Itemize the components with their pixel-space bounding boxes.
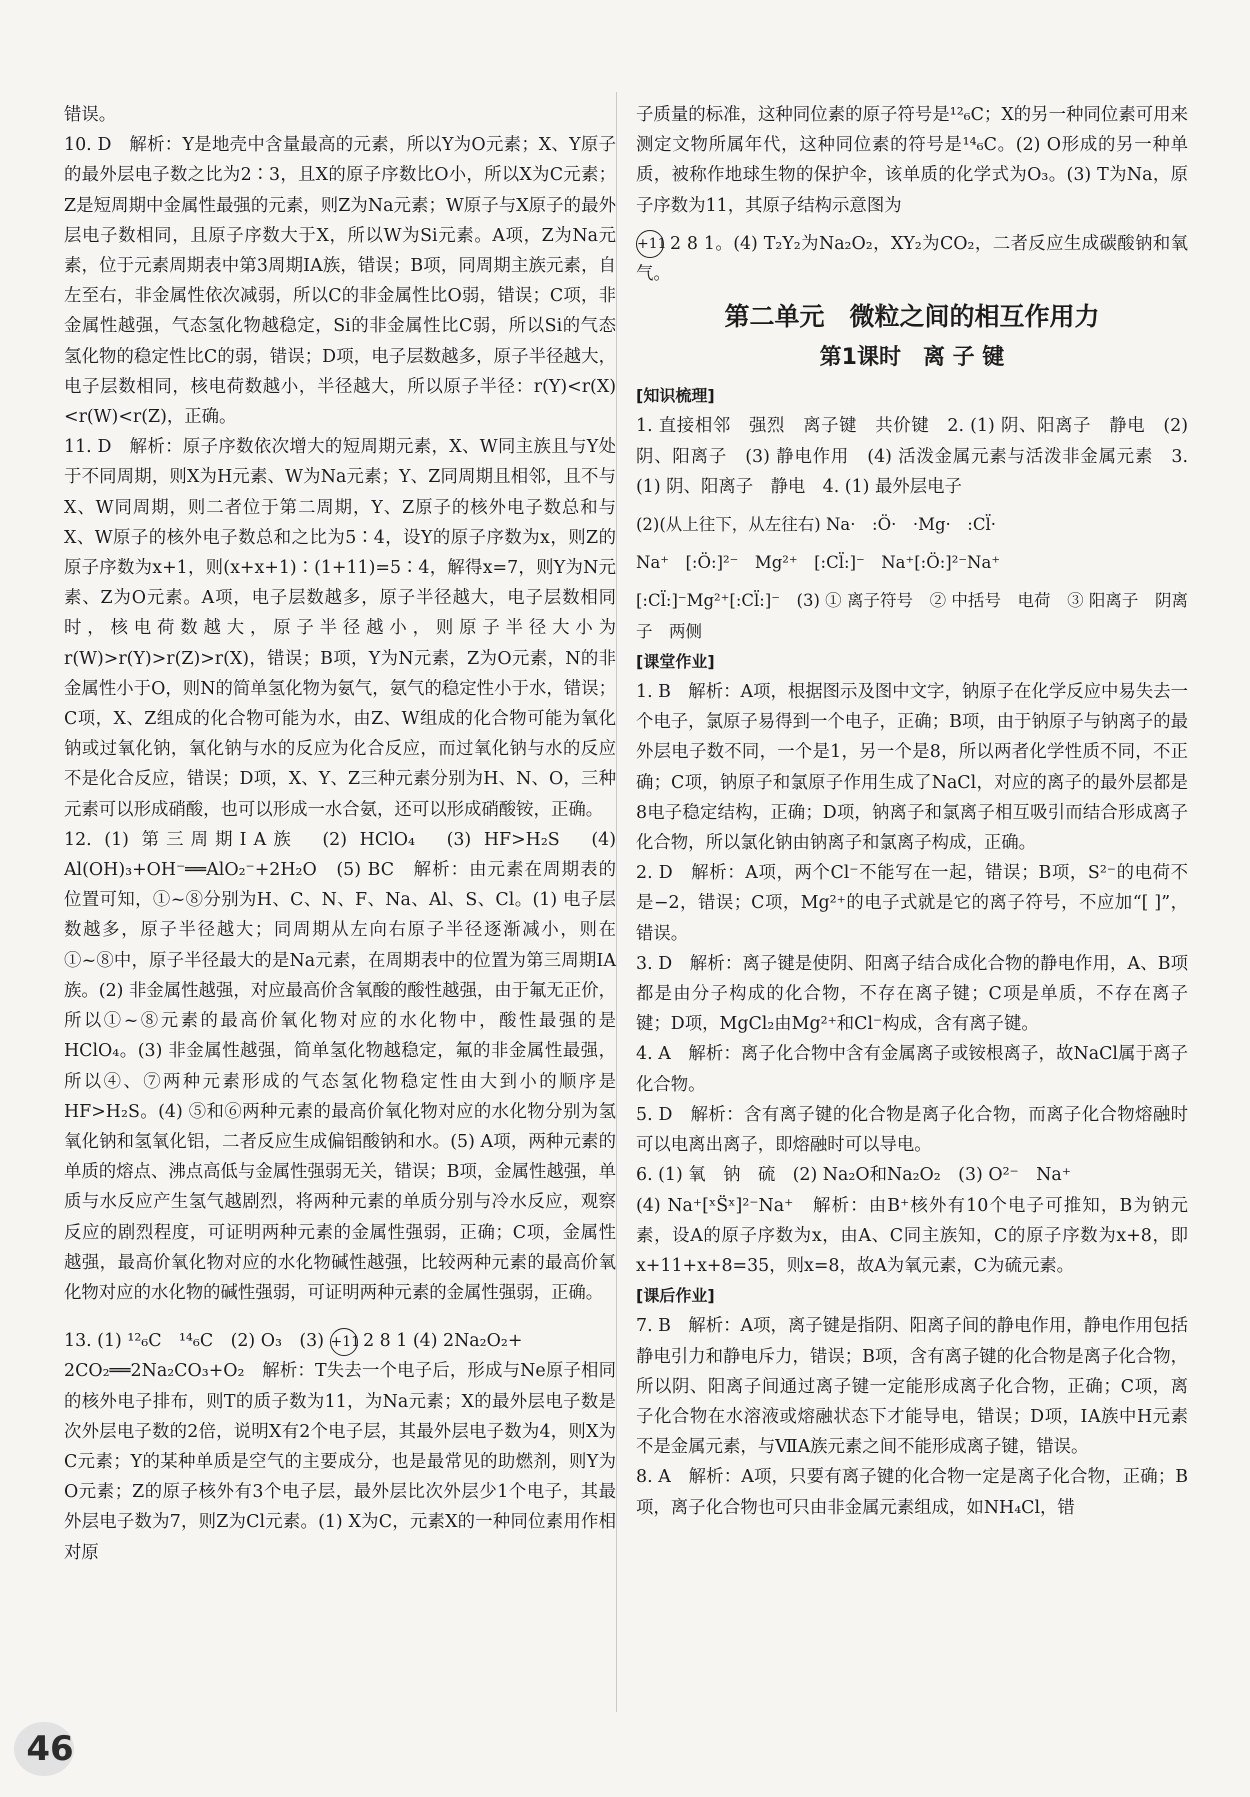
answer-13-diagram-line bbox=[636, 229, 1188, 289]
answer-13-end: 。(4) T₂Y₂为Na₂O₂，XY₂为CO₂，二者反应生成碳酸钠和氧气。 bbox=[636, 233, 1189, 285]
electron-dot-compound: [:Cl̈:]⁻Mg²⁺[:Cl̈:]⁻ (3) ① 离子符号 ② 中括号 电荷 ③ 阳离子 阴离子 两侧 bbox=[636, 591, 1188, 641]
section-homework: [课后作业] bbox=[636, 1286, 715, 1306]
homework-item: 8. A 解析：A项，只要有离子键的化合物一定是离子化合物，正确；B项，离子化合物也可只由非金属元素组成，如NH₄Cl，错 bbox=[636, 1467, 1188, 1518]
answer-11: 11. D 解析：原子序数依次增大的短周期元素，X、W同主族且与Y处于不同周期，则X为H元素、W为Na元素；Y、Z同周期且相邻，且不与X、W同周期，则二者位于第二周期，Y、Z原子的核外电子数总和与X、W原子的核外电子数总和之比为5∶4，设Y的原子序数为x，则Z的原子序数为x+1，则(x+x+1)∶(1+11)=5∶4，解得x=7，则Y为N元素、Z为O元素。A项，电子层数越多，原子半径越大，电子层数相同时，核电荷数越大，原子半径越小，则原子半径大小为r(W)>r(Y)>r(Z)>r(X)，错误；B项，Y为N元素，Z为O元素，N的非金属性小于O，则N的简单氢化物为氨气，氨气的稳定性小于水，错误；C项，X、Z组成的化合物可能为水，由Z、W组成的化合物可能为氧化钠或过氧化钠，氧化钠与水的反应为化合反应，而过氧化钠与水的反应不是化合反应，错误；D项，X、Y、Z三种元素分别为H、N、O，三种元素可以形成硝酸，也可以形成一水合氨，还可以形成硝酸铵，正确。 bbox=[64, 437, 616, 820]
electron-dot-ions: Na⁺ [:Ö:]²⁻ Mg²⁺ [:Cl̈:]⁻ Na⁺[:Ö:]²⁻Na⁺ bbox=[636, 553, 1001, 573]
answer-13 bbox=[64, 1326, 616, 1356]
answer-13-continued: 子质量的标准，这种同位素的原子符号是¹²₆C；X的另一种同位素可用来测定文物所属年代，这种同位素的符号是¹⁴₆C。(2) O形成的另一种单质，被称作地球生物的保护伞，该单质的化学式为O₃。(3) T为Na，原子序数为11，其原子结构示意图为 bbox=[636, 105, 1188, 216]
atom-structure-icon: +11 bbox=[636, 230, 664, 258]
answer-paragraph: 错误。 bbox=[64, 105, 117, 125]
page-number bbox=[14, 1718, 86, 1780]
knowledge-item: 1. 直接相邻 强烈 离子键 共价键 2. (1) 阴、阳离子 静电 (2) 阴、阳离子 (3) 静电作用 (4) 活泼金属元素与活泼非金属元素 3. (1) 阴、阳离子 静电 4. (1) 最外层电子 bbox=[636, 416, 1188, 497]
column-divider bbox=[616, 92, 617, 1712]
lesson-title: 第1课时 离 子 键 bbox=[819, 345, 1005, 371]
answer-13-part1: 13. (1) ¹²₆C ¹⁴₆C (2) O₃ (3) bbox=[64, 1331, 324, 1352]
atom-structure-icon: +11 bbox=[330, 1328, 358, 1356]
electron-shells: 2 8 1 bbox=[363, 1331, 408, 1352]
class-item: 3. D 解析：离子键是使阴、阳离子结合成化合物的静电作用，A、B项都是由分子构成的化合物，不存在离子键；C项是单质，不存在离子键；D项，MgCl₂由Mg²⁺和Cl⁻构成，含有离子键。 bbox=[636, 953, 1188, 1035]
answer-10: 10. D 解析：Y是地壳中含量最高的元素，所以Y为O元素；X、Y原子的最外层电子数之比为2∶3，且X的原子序数比O小，所以X为C元素；Z是短周期中金属性最强的元素，则Z为Na元素；W原子与X原子的最外层电子数相同，且原子序数大于X，所以W为Si元素。A项，Z为Na元素，位于元素周期表中第3周期ⅠA族，错误；B项，同周期主族元素，自左至右，非金属性依次减弱，所以C的非金属性比O弱，错误；C项，非金属性越强，气态氢化物越稳定，Si的非金属性比C弱，所以Si的气态氢化物的稳定性比C的弱，错误；D项，电子层数越多，原子半径越大，电子层数相同，核电荷数越小，半径越大，所以原子半径：r(Y)<r(X)<r(W)<r(Z)，正确。 bbox=[64, 135, 616, 428]
answer-13-explanation: 2CO₂══2Na₂CO₃+O₂ 解析：T失去一个电子后，形成与Ne原子相同的核外电子排布，则T的质子数为11，为Na元素；X的最外层电子数是次外层电子数的2倍，说明X有2个电子层，其最外层电子数为4，则X为C元素；Y的某种单质是空气的主要成分，也是最常见的助燃剂，则Y为O元素；Z的原子核外有3个电子层，最外层比次外层少1个电子，其最外层电子数为7，则Z为Cl元素。(1) X为C，元素X的一种同位素用作相对原 bbox=[64, 1361, 616, 1563]
class-item: 1. B 解析：A项，根据图示及图中文字，钠原子在化学反应中易失去一个电子，氯原子易得到一个电子，正确；B项，由于钠原子与钠离子的最外层电子数不同，一个是1，另一个是8，所以两者化学性质不同，不正确；C项，钠原子和氯原子作用生成了NaCl，对应的离子的最外层都是8电子稳定结构，正确；D项，钠离子和氯离子相互吸引而结合形成离子化合物，所以氯化钠由钠离子和氯离子构成，正确。 bbox=[636, 682, 1188, 854]
section-classwork: [课堂作业] bbox=[636, 651, 715, 671]
electron-shells: 2 8 1 bbox=[669, 233, 715, 254]
answer-13-part4: (4) 2Na₂O₂+ bbox=[412, 1331, 523, 1352]
homework-item: 7. B 解析：A项，离子键是指阴、阳离子间的静电作用，静电作用包括静电引力和静电斥力，错误；B项，含有离子键的化合物是离子化合物，所以阴、阳离子间通过离子键一定能形成离子化合物，正确；C项，离子化合物在水溶液或熔融状态下才能导电，错误；D项，ⅠA族中H元素不是金属元素，与ⅦA族元素之间不能形成离子键，错误。 bbox=[636, 1316, 1188, 1458]
class-item: 5. D 解析：含有离子键的化合物是离子化合物，而离子化合物熔融时可以电离出离子，即熔融时可以导电。 bbox=[636, 1104, 1188, 1156]
right-column bbox=[636, 100, 1188, 1523]
section-knowledge: [知识梳理] bbox=[636, 386, 715, 406]
left-column bbox=[64, 100, 616, 1568]
class-item: 4. A 解析：离子化合物中含有金属离子或铵根离子，故NaCl属于离子化合物。 bbox=[636, 1044, 1188, 1095]
class-item: 6. (1) 氧 钠 硫 (2) Na₂O和Na₂O₂ (3) O²⁻ Na⁺ bbox=[636, 1165, 1071, 1186]
page-number-text: 46 bbox=[26, 1729, 74, 1769]
unit-title: 第二单元 微粒之间的相互作用力 bbox=[724, 302, 1100, 332]
class-item: (4) Na⁺[ˣS̈ˣ]²⁻Na⁺ 解析：由B⁺核外有10个电子可推知，B为钠元素，设A的原子序数为x，由A、C同主族知，C的原子序数为x+8，即x+11+x+8=35，则x=8，故A为氧元素，C为硫元素。 bbox=[636, 1195, 1188, 1276]
electron-dot-atoms: (2)(从上往下，从左往右) Na· :Ö· ·Mg· :Cl̈· bbox=[636, 515, 996, 535]
class-item: 2. D 解析：A项，两个Cl⁻不能写在一起，错误；B项，S²⁻的电荷不是−2，错误；C项，Mg²⁺的电子式就是它的离子符号，不应加“[ ]”，错误。 bbox=[636, 863, 1188, 944]
answer-12: 12. (1) 第三周期ⅠA族 (2) HClO₄ (3) HF>H₂S (4) Al(OH)₃+OH⁻══AlO₂⁻+2H₂O (5) BC 解析：由元素在周期表的位置可知，①~⑧分别为H、C、N、F、Na、Al、S、Cl。(1) 电子层数越多，原子半径越大；同周期从左向右原子半径逐渐减小，则在①~⑧中，原子半径最大的是Na元素，在周期表中的位置为第三周期ⅠA族。(2) 非金属性越强，对应最高价含氧酸的酸性越强，由于氟无正价，所以①~⑧元素的最高价氧化物对应的水化物中，酸性最强的是HClO₄。(3) 非金属性越强，简单氢化物越稳定，氟的非金属性最强，所以④、⑦两种元素形成的气态氢化物稳定性由大到小的顺序是HF>H₂S。(4) ⑤和⑥两种元素的最高价氧化物对应的水化物分别为氢氧化钠和氢氧化铝，二者反应生成偏铝酸钠和水。(5) A项，两种元素的单质的熔点、沸点高低与金属性强弱无关，错误；B项，金属性越强，单质与水反应产生氢气越剧烈，将两种元素的单质分别与冷水反应，观察反应的剧烈程度，可证明两种元素的金属性强弱，正确；C项，金属性越强，最高价氧化物对应的水化物碱性越强，比较两种元素的最高价氧化物对应的水化物的碱性强弱，可证明两种元素的金属性强弱，正确。 bbox=[64, 829, 616, 1303]
